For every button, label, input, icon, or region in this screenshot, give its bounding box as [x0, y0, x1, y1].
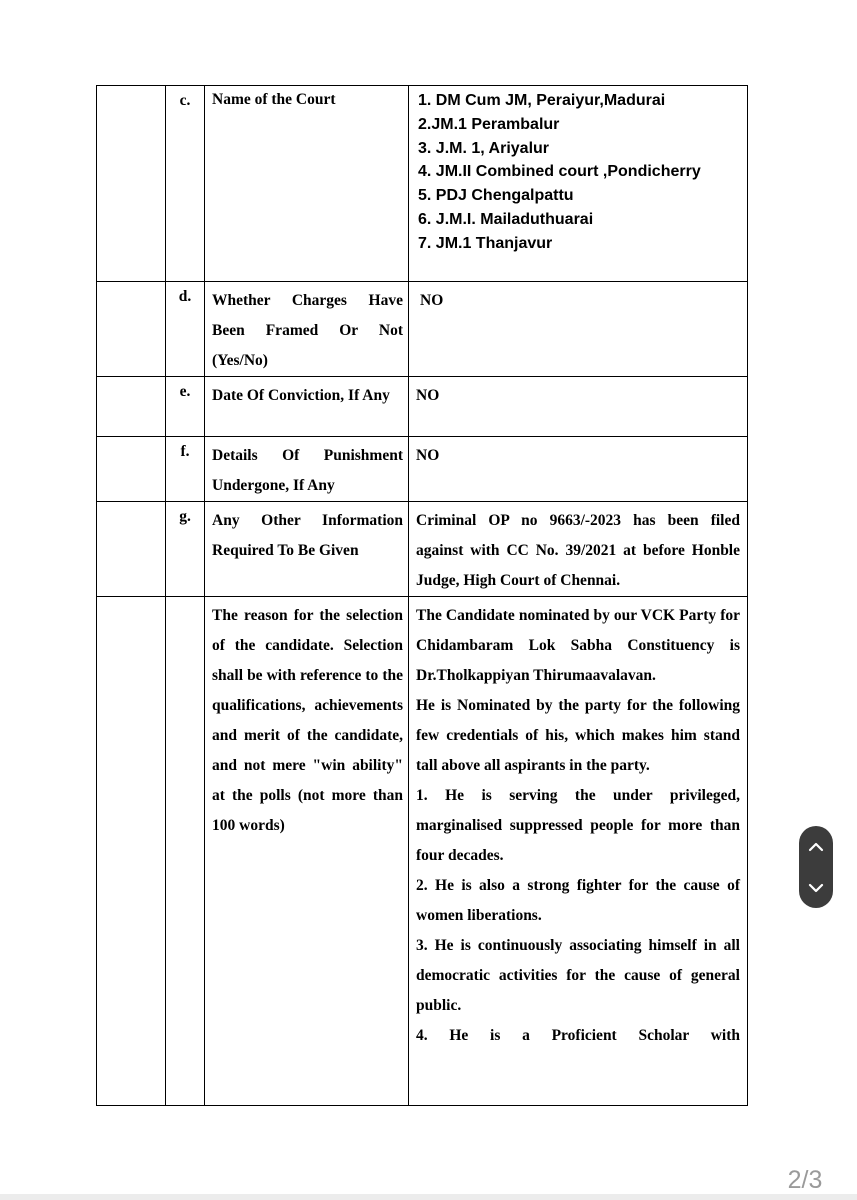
row-letter: e.: [166, 377, 205, 437]
paragraph: The Candidate nominated by our VCK Party for Chidambaram Lok Sabha Constituency is Dr.Tholkappiyan Thirumaavalavan.: [416, 607, 740, 684]
empty-cell: [97, 502, 166, 597]
row-value: NO: [409, 377, 748, 437]
chevron-up-icon: [808, 842, 824, 852]
empty-cell: [97, 282, 166, 377]
table-row: [97, 377, 748, 437]
page-nav-control: [799, 826, 833, 908]
row-value: Criminal OP no 9663/-2023 has been filed against with CC No. 39/2021 at before Honble Judge, High Court of Chennai.: [409, 502, 748, 597]
nomination-details-table: [96, 85, 748, 1106]
next-page-button[interactable]: [799, 867, 833, 908]
row-label: Any Other Information Required To Be Given: [205, 502, 409, 597]
paragraph: 2. He is also a strong fighter for the cause of women liberations.: [416, 877, 740, 924]
empty-cell: [97, 377, 166, 437]
chevron-down-icon: [808, 883, 824, 893]
empty-cell: [97, 437, 166, 502]
table-row: [97, 282, 748, 377]
row-letter: f.: [166, 437, 205, 502]
table-row: [97, 597, 748, 1106]
row-value: NO: [409, 437, 748, 502]
row-label: Date Of Conviction, If Any: [205, 377, 409, 437]
page-indicator: 2/3: [787, 1166, 823, 1194]
row-value: [409, 597, 748, 1106]
row-label: Details Of Punishment Undergone, If Any: [205, 437, 409, 502]
bottom-edge: [0, 1194, 857, 1200]
table-row: [97, 86, 748, 282]
court-item: 4. JM.II Combined court ,Pondicherry: [418, 163, 701, 181]
row-letter: g.: [166, 502, 205, 597]
court-item: 6. J.M.I. Mailaduthuarai: [418, 210, 594, 228]
empty-letter-cell: [166, 597, 205, 1106]
row-label: Whether Charges Have Been Framed Or Not (Yes/No): [205, 282, 409, 377]
court-item: 7. JM.1 Thanjavur: [418, 234, 553, 252]
previous-page-button[interactable]: [799, 826, 833, 867]
row-label: The reason for the selection of the candidate. Selection shall be with reference to the qualifications, achievements and merit of the candidate, and not mere "win ability" at the polls (not more than 100 words): [205, 597, 409, 1106]
empty-cell: [97, 597, 166, 1106]
row-letter: d.: [166, 282, 205, 377]
table-row: [97, 502, 748, 597]
court-item: 5. PDJ Chengalpattu: [418, 187, 574, 205]
row-value: NO: [409, 282, 748, 377]
court-list: [409, 86, 748, 282]
court-item: 2.JM.1 Perambalur: [418, 115, 560, 133]
empty-cell: [97, 86, 166, 282]
table-row: [97, 437, 748, 502]
row-label: Name of the Court: [205, 86, 409, 282]
paragraph: 1. He is serving the under privileged, marginalised suppressed people for more than four decades.: [416, 787, 740, 864]
court-item: 3. J.M. 1, Ariyalur: [418, 139, 550, 157]
paragraph: He is Nominated by the party for the following few credentials of his, which makes him stand tall above all aspirants in the party.: [416, 697, 740, 774]
row-letter: c.: [166, 86, 205, 282]
paragraph: 4. He is a Proficient Scholar with: [416, 1027, 740, 1044]
paragraph: 3. He is continuously associating himself in all democratic activities for the cause of general public.: [416, 937, 740, 1014]
court-item: 1. DM Cum JM, Peraiyur,Madurai: [418, 92, 666, 109]
